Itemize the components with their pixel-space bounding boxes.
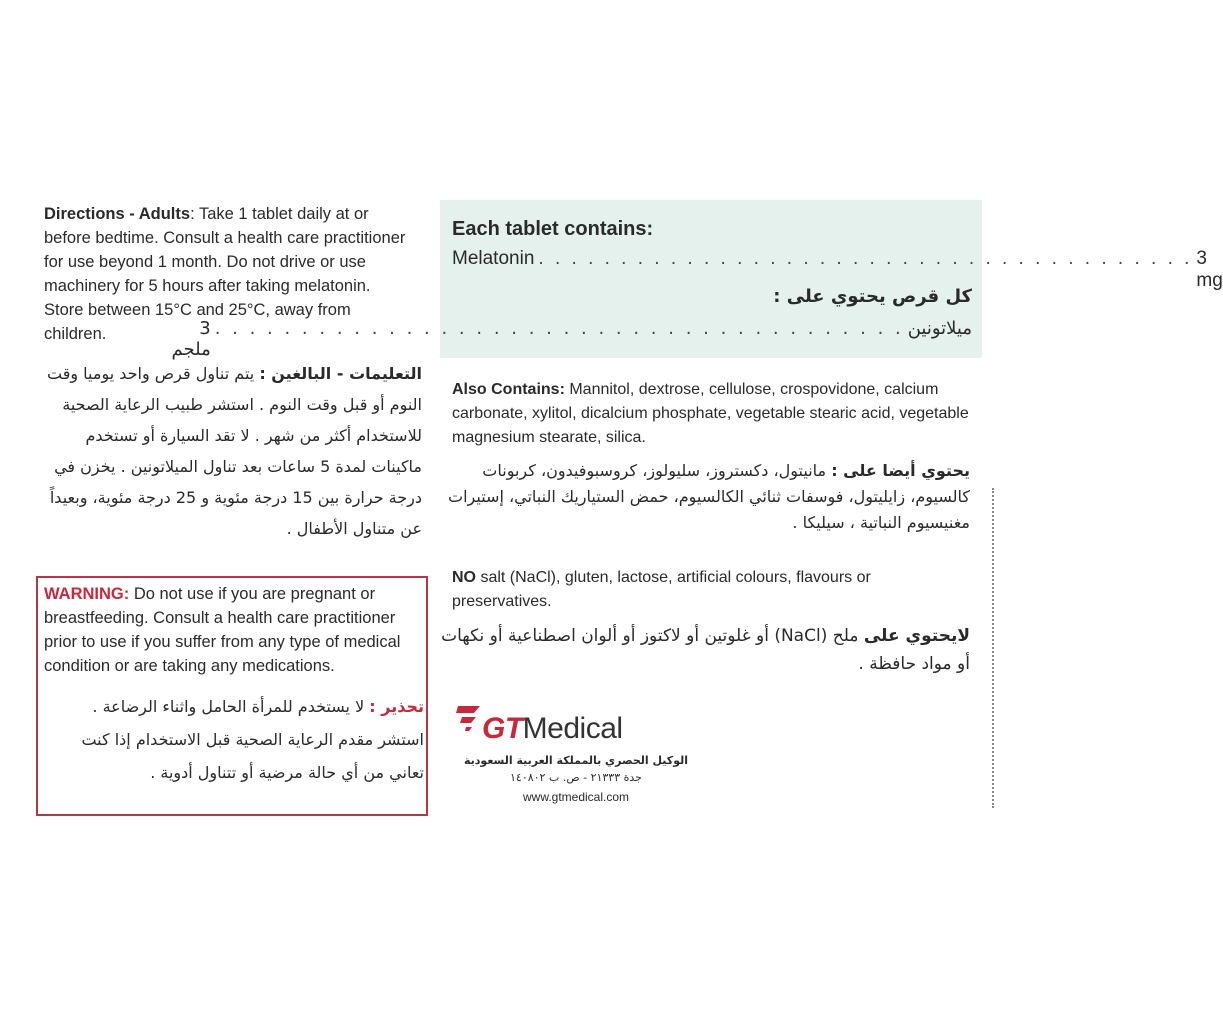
distributor-text: الوكيل الحصري بالمملكة العربية السعودية <box>463 754 688 767</box>
leader-dots: . . . . . . . . . . . . . . . . . . . . . . . . . . . . . . . . . . . . . . . . <box>538 248 1193 269</box>
website-link[interactable]: www.gtmedical.com <box>522 790 630 804</box>
ingredient-name: Melatonin <box>452 248 535 269</box>
directions-text: : Take 1 tablet daily at or before bedtime. Consult a health care practitioner for use beyond 1 month. Do not drive or use machinery for 5 hours after taking melatonin. Store between 15°C and 25°C, away from children. <box>44 205 406 343</box>
directions-heading-ar: التعليمات - البالغين : <box>259 364 422 383</box>
warning-heading: WARNING: <box>44 585 130 603</box>
also-contains-arabic <box>440 458 970 536</box>
warning-arabic <box>44 690 424 789</box>
also-contains-text-ar: مانيتول، دكستروز، سليولوز، كروسبوفيدون، كربونات كالسيوم، زايليتول، فوسفات ثنائي الكالسيوم، حمض الستياريك النباتي، إستيرات مغنيسيوم النباتية ، سيليكا . <box>448 461 970 532</box>
also-contains-english <box>452 378 972 450</box>
also-contains-heading: Also Contains: <box>452 381 565 398</box>
free-from-text-ar: ملح (NaCl) أو غلوتين أو لاكتوز أو ألوان اصطناعية أو نكهات أو مواد حافظة . <box>441 626 970 674</box>
also-contains-text: Mannitol, dextrose, cellulose, crospovidone, calcium carbonate, xylitol, dicalcium phosphate, vegetable stearic acid, vegetable magnesium stearate, silica. <box>452 381 969 446</box>
ingredient-amount-ar: 3 ملجم <box>171 318 211 360</box>
ingredient-name-ar: ميلاتونين <box>907 318 972 339</box>
free-from-heading: NO <box>452 569 476 586</box>
warning-heading-ar: تحذير : <box>369 697 424 716</box>
also-contains-heading-ar: يحتوي أيضا على : <box>831 461 970 480</box>
warning-english <box>44 582 424 678</box>
contents-title-ar: كل قرص يحتوي على : <box>773 286 972 307</box>
contents-title: Each tablet contains: <box>452 218 654 240</box>
ingredient-amount: 3 mg <box>1196 248 1223 291</box>
brand-gt: GT <box>482 712 523 745</box>
free-from-heading-ar: لايحتوي على <box>863 626 970 646</box>
warning-text-ar: لا يستخدم للمرأة الحامل واثناء الرضاعة . استشر مقدم الرعاية الصحية قبل الاستخدام إذا كنت تعاني من أي حالة مرضية أو تتناول أدوية . <box>81 697 424 782</box>
brand-wordmark <box>482 712 623 746</box>
distributor-address: جدة ٢١٣٣٣ - ص. ب ١٤٠٨٠٢ <box>510 771 642 784</box>
directions-arabic <box>40 358 422 544</box>
leader-dots-ar: . . . . . . . . . . . . . . . . . . . . . . . . . . . . . . . . . . . . . . . . <box>214 318 904 339</box>
ingredient-row-ar <box>171 318 972 360</box>
brand-medical: Medical <box>522 712 623 745</box>
warning-text: Do not use if you are pregnant or breastfeeding. Consult a health care practitioner prior to use if you suffer from any type of medical condition or are taking any medications. <box>44 585 401 675</box>
directions-heading: Directions - Adults <box>44 205 191 223</box>
fold-line <box>992 488 994 808</box>
directions-text-ar: يتم تناول قرص واحد يوميا وقت النوم أو قبل وقت النوم . استشر طبيب الرعاية الصحية للاستخدام أكثر من شهر . لا تقد السيارة أو تستخدم ماكينات لمدة 5 ساعات بعد تناول الميلاتونين . يخزن في درجة حرارة بين 15 درجة مئوية و 25 درجة مئوية، وبعيداً عن متناول الأطفال . <box>47 364 422 538</box>
free-from-arabic <box>440 622 970 678</box>
free-from-english <box>452 566 972 614</box>
free-from-text: salt (NaCl), gluten, lactose, artificial colours, flavours or preservatives. <box>452 569 871 610</box>
distributor-info <box>452 752 700 786</box>
